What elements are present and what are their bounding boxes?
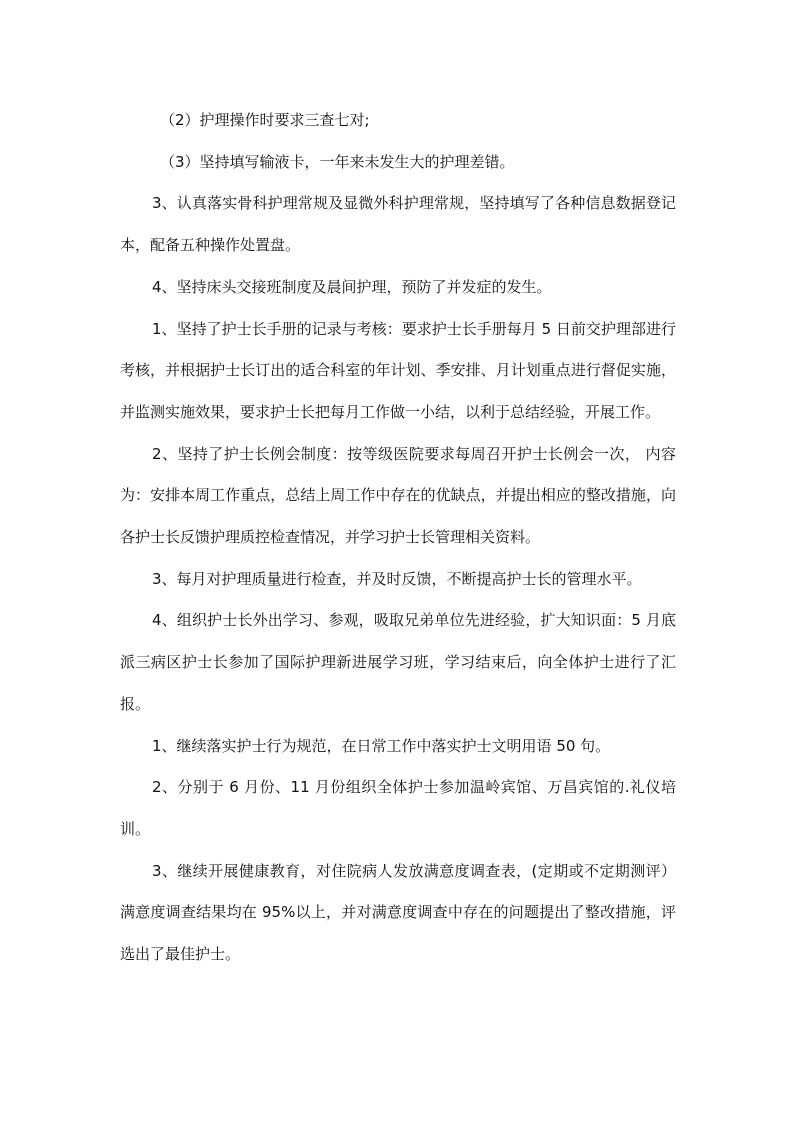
paragraph: （2）护理操作时要求三查七对;	[160, 111, 370, 129]
paragraph: 3、认真落实骨科护理常规及显微外科护理常规，坚持填写了各种信息数据登记本，配备五种操作处置盘。	[120, 194, 676, 255]
paragraph: 4、组织护士长外出学习、参观，吸取兄弟单位先进经验，扩大知识面：5 月底派三病区护士长参加了国际护理新进展学习班，学习结束后，向全体护士进行了汇报。	[120, 611, 676, 713]
paragraph: 1、继续落实护士行为规范，在日常工作中落实护士文明用语 50 句。	[152, 736, 611, 755]
paragraph: 3、继续开展健康教育，对住院病人发放满意度调查表，(定期或不定期测评）满意度调查结果均在 95%以上，并对满意度调查中存在的问题提出了整改措施，评选出了最佳护士。	[120, 861, 676, 964]
paragraph: 2、坚持了护士长例会制度：按等级医院要求每周召开护士长例会一次， 内容为：安排本周工作重点，总结上周工作中存在的优缺点，并提出相应的整改措施，向各护士长反馈护理质控检查情况，并学习护士长管理相关资料。	[120, 444, 676, 547]
paragraph: （3）坚持填写输液卡，一年来未发生大的护理差错。	[160, 152, 515, 171]
paragraph: 1、坚持了护士长手册的记录与考核：要求护士长手册每月 5 日前交护理部进行考核，并根据护士长订出的适合科室的年计划、季安排、月计划重点进行督促实施，并监测实施效果，要求护士长把每月工作做一小结，以利于总结经验，开展工作。	[120, 319, 676, 421]
document-body	[120, 100, 676, 976]
paragraph: 2、分别于 6 月份、11 月份组织全体护士参加温岭宾馆、万昌宾馆的.礼仪培训。	[120, 778, 676, 838]
paragraph: 3、每月对护理质量进行检查，并及时反馈，不断提高护士长的管理水平。	[152, 569, 642, 588]
paragraph: 4、坚持床头交接班制度及晨间护理，预防了并发症的发生。	[152, 277, 552, 296]
